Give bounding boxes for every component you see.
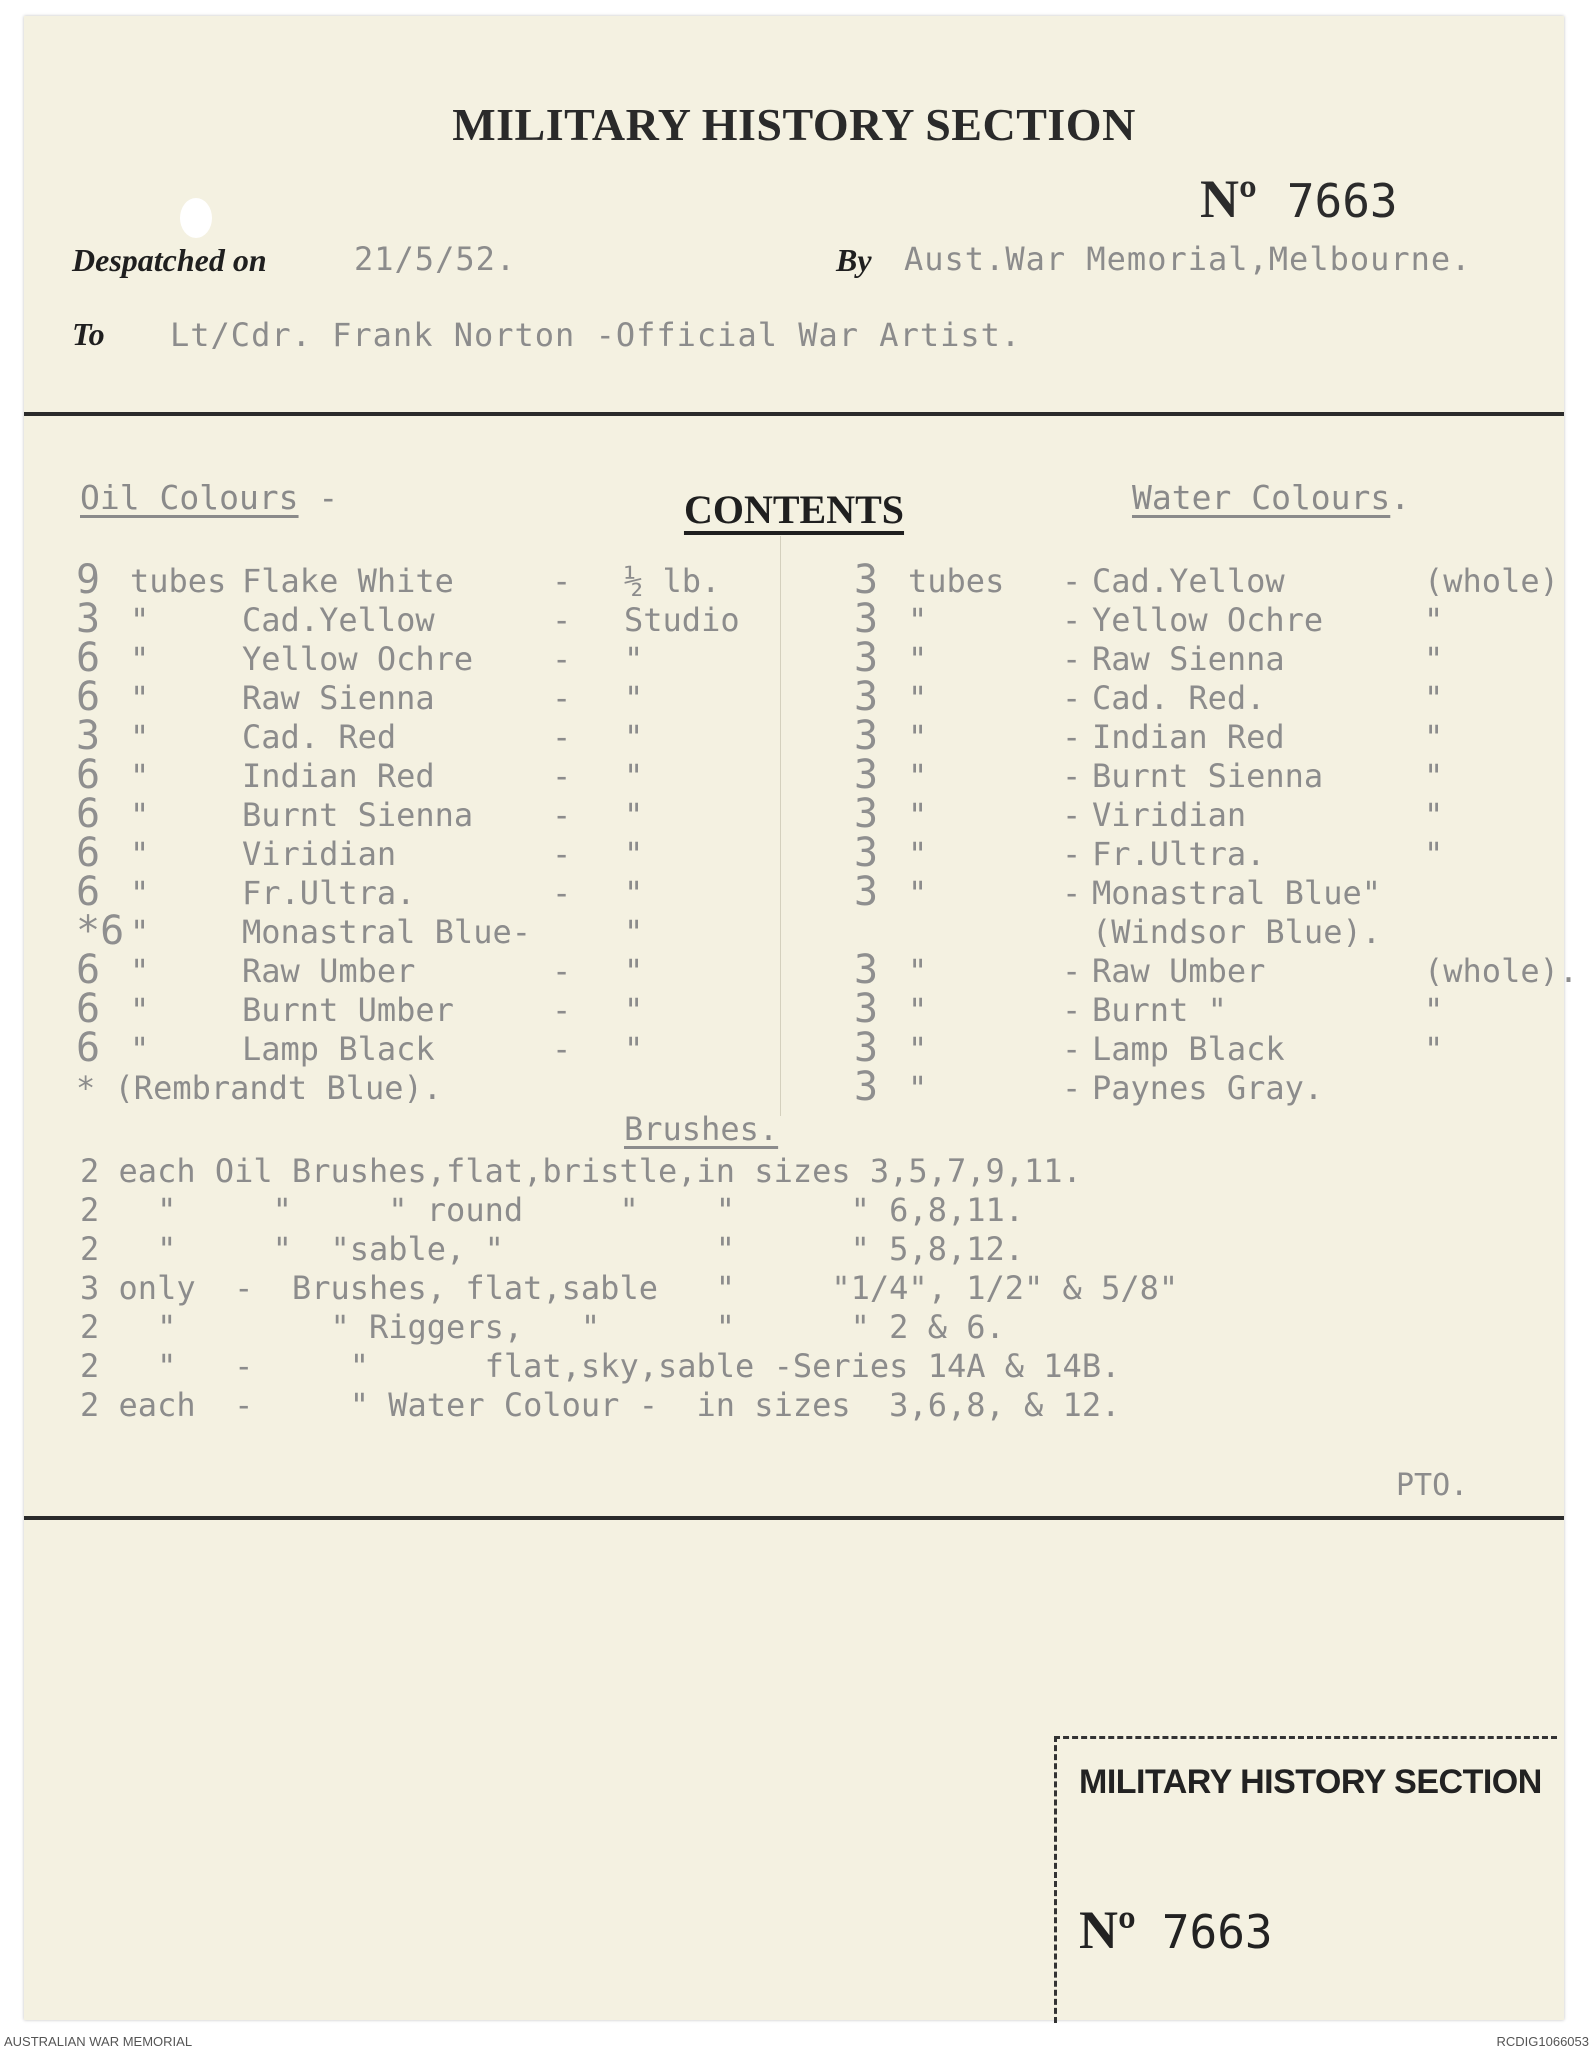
water-unit: "	[908, 991, 928, 1029]
water-qty: 3	[854, 869, 879, 915]
brushes-heading: Brushes.	[624, 1110, 779, 1148]
oil-qty: 6	[76, 869, 101, 915]
water-dash: -	[1062, 757, 1082, 795]
water-colour-name: Raw Umber	[1092, 952, 1266, 990]
oil-colour-name: Fr.Ultra.	[242, 874, 416, 912]
oil-unit: "	[130, 718, 150, 756]
contents-row	[24, 674, 1564, 720]
contents-row	[24, 1064, 1564, 1110]
water-detail: "	[1424, 1030, 1444, 1068]
water-colour-name: Raw Sienna	[1092, 640, 1285, 678]
oil-colour-name: Raw Umber	[242, 952, 416, 990]
water-colours-heading-suffix: .	[1390, 478, 1411, 517]
contents-row	[24, 791, 1564, 837]
water-colour-name: Fr.Ultra.	[1092, 835, 1266, 873]
water-dash: -	[1062, 1069, 1082, 1107]
stamp-number-value: 7663	[1161, 1905, 1273, 1959]
oil-qty: 6	[76, 635, 101, 681]
oil-colour-name: Burnt Sienna	[242, 796, 474, 834]
oil-size: "	[624, 757, 644, 795]
to-value: Lt/Cdr. Frank Norton -Official War Artist.	[170, 316, 1022, 354]
oil-size: "	[624, 640, 644, 678]
oil-unit: "	[130, 952, 150, 990]
oil-qty: *6	[76, 908, 125, 954]
water-dash: -	[1062, 601, 1082, 639]
water-dash: -	[1062, 718, 1082, 756]
despatched-value: 21/5/52.	[354, 240, 517, 278]
water-dash: -	[1062, 991, 1082, 1029]
oil-unit: "	[130, 835, 150, 873]
water-colour-name: Cad.Yellow	[1092, 562, 1285, 600]
number-value: 7663	[1286, 174, 1398, 228]
water-detail: "	[1424, 796, 1444, 834]
contents-row	[24, 830, 1564, 876]
brush-line: 2 " " " round " " " 6,8,11.	[80, 1191, 1025, 1229]
water-unit: tubes	[908, 562, 1005, 600]
water-unit: "	[908, 874, 928, 912]
water-colour-name: Indian Red	[1092, 718, 1285, 756]
contents-row	[24, 986, 1564, 1032]
brush-line: 2 " " Riggers, " " " 2 & 6.	[80, 1308, 1005, 1346]
oil-dash: -	[552, 796, 572, 834]
water-colours-heading	[1132, 478, 1410, 517]
oil-size: "	[624, 1030, 644, 1068]
despatched-label: Despatched on	[72, 242, 267, 278]
water-unit: "	[908, 835, 928, 873]
water-qty: 3	[854, 635, 879, 681]
water-qty: 3	[854, 791, 879, 837]
oil-colour-name: Monastral Blue-	[242, 913, 531, 951]
water-colour-name: Lamp Black	[1092, 1030, 1285, 1068]
oil-unit: "	[130, 913, 150, 951]
oil-qty: 9	[76, 557, 101, 603]
water-unit: "	[908, 796, 928, 834]
water-detail: (whole)	[1424, 562, 1559, 600]
pto-note: PTO.	[1396, 1468, 1469, 1503]
brush-line: 2 " " "sable, " " " 5,8,12.	[80, 1230, 1025, 1268]
water-unit: "	[908, 718, 928, 756]
document-sheet	[24, 16, 1579, 2020]
oil-unit: "	[130, 640, 150, 678]
brush-line: 3 only - Brushes, flat,sable " "1/4", 1/2" & 5/8"	[80, 1269, 1179, 1307]
oil-colour-name: Flake White	[242, 562, 454, 600]
contents-row	[24, 1025, 1564, 1071]
water-dash: -	[1062, 679, 1082, 717]
oil-dash: -	[552, 835, 572, 873]
oil-dash: -	[552, 952, 572, 990]
stamp-number-mark: Nº	[1079, 1900, 1136, 1960]
oil-unit: tubes	[130, 562, 227, 600]
contents-row	[24, 596, 1564, 642]
water-unit: "	[908, 1069, 928, 1107]
document-title: MILITARY HISTORY SECTION	[452, 99, 1136, 150]
oil-colour-name: Viridian	[242, 835, 397, 873]
oil-colour-name: Raw Sienna	[242, 679, 435, 717]
water-qty: 3	[854, 947, 879, 993]
water-colour-name: Paynes Gray.	[1092, 1069, 1324, 1107]
oil-dash: -	[552, 718, 572, 756]
water-qty: 3	[854, 596, 879, 642]
contents-row	[24, 947, 1579, 993]
water-dash: -	[1062, 835, 1082, 873]
oil-colour-name: Yellow Ochre	[242, 640, 474, 678]
oil-dash: -	[552, 640, 572, 678]
oil-size: "	[624, 718, 644, 756]
oil-size: "	[624, 952, 644, 990]
water-colour-name: Cad. Red.	[1092, 679, 1266, 717]
oil-colours-heading-suffix: -	[298, 478, 339, 517]
water-unit: "	[908, 601, 928, 639]
water-colour-name: Burnt Sienna	[1092, 757, 1324, 795]
water-detail: "	[1424, 991, 1444, 1029]
oil-unit: "	[130, 757, 150, 795]
contents-row	[24, 869, 1564, 915]
oil-size: "	[624, 679, 644, 717]
water-colour-name: Viridian	[1092, 796, 1247, 834]
oil-qty: 6	[76, 791, 101, 837]
water-dash: -	[1062, 640, 1082, 678]
water-dash: -	[1062, 952, 1082, 990]
oil-qty: 6	[76, 830, 101, 876]
top-divider	[24, 412, 1564, 416]
contents-row	[24, 713, 1564, 759]
oil-dash: -	[552, 562, 572, 600]
punch-hole	[180, 198, 212, 238]
water-qty: 3	[854, 713, 879, 759]
oil-colour-name: Cad.Yellow	[242, 601, 435, 639]
oil-colour-name: Cad. Red	[242, 718, 397, 756]
water-detail: (whole).	[1424, 952, 1579, 990]
serial-number	[1200, 168, 1398, 230]
number-mark: Nº	[1200, 169, 1257, 229]
contents-row	[24, 752, 1564, 798]
oil-qty: 3	[76, 713, 101, 759]
oil-colour-name: Burnt Umber	[242, 991, 454, 1029]
footer-right: RCDIG1066053	[1496, 2034, 1589, 2049]
by-label: By	[836, 242, 872, 278]
oil-dash: -	[552, 991, 572, 1029]
water-dash: -	[1062, 1030, 1082, 1068]
water-unit: "	[908, 757, 928, 795]
contents-row	[24, 557, 1564, 603]
oil-qty: 6	[76, 752, 101, 798]
oil-qty: 6	[76, 947, 101, 993]
stamp-box	[1054, 1736, 1557, 2023]
oil-size: "	[624, 835, 644, 873]
contents-row	[24, 635, 1564, 681]
water-detail: "	[1424, 601, 1444, 639]
oil-unit: "	[130, 991, 150, 1029]
oil-unit: "	[130, 874, 150, 912]
water-colour-name: Monastral Blue"	[1092, 874, 1381, 912]
oil-dash: -	[552, 1030, 572, 1068]
oil-unit: "	[130, 1030, 150, 1068]
brush-line: 2 each Oil Brushes,flat,bristle,in sizes 3,5,7,9,11.	[80, 1152, 1082, 1190]
oil-qty: 3	[76, 596, 101, 642]
water-qty: 3	[854, 1025, 879, 1071]
water-colour-name: Burnt "	[1092, 991, 1227, 1029]
water-colour-name: Yellow Ochre	[1092, 601, 1324, 639]
oil-unit: "	[130, 796, 150, 834]
oil-size: ½ lb.	[624, 562, 721, 600]
water-unit: "	[908, 679, 928, 717]
water-detail: "	[1424, 757, 1444, 795]
water-detail: "	[1424, 679, 1444, 717]
oil-unit: "	[130, 601, 150, 639]
brush-line: 2 each - " Water Colour - in sizes 3,6,8, & 12.	[80, 1386, 1121, 1424]
footer-left: AUSTRALIAN WAR MEMORIAL	[4, 2034, 193, 2049]
oil-qty: 6	[76, 986, 101, 1032]
oil-unit: "	[130, 679, 150, 717]
water-dash: -	[1062, 874, 1082, 912]
oil-size: "	[624, 796, 644, 834]
oil-qty: 6	[76, 1025, 101, 1071]
water-colours-heading-text: Water Colours	[1132, 478, 1391, 517]
water-detail: "	[1424, 640, 1444, 678]
water-qty: 3	[854, 1064, 879, 1110]
to-label: To	[72, 316, 105, 352]
water-unit: "	[908, 1030, 928, 1068]
water-qty: 3	[854, 830, 879, 876]
oil-dash: -	[552, 601, 572, 639]
oil-colour-name: Lamp Black	[242, 1030, 435, 1068]
water-qty: 3	[854, 752, 879, 798]
water-unit: "	[908, 952, 928, 990]
oil-dash: -	[552, 757, 572, 795]
water-detail: "	[1424, 835, 1444, 873]
water-unit: "	[908, 640, 928, 678]
oil-dash: -	[552, 679, 572, 717]
water-dash: -	[1062, 562, 1082, 600]
bottom-divider	[24, 1516, 1564, 1520]
oil-colour-name: Indian Red	[242, 757, 435, 795]
oil-size: "	[624, 991, 644, 1029]
contents-heading: CONTENTS	[683, 487, 905, 532]
brush-line: 2 " - " flat,sky,sable -Series 14A & 14B.	[80, 1347, 1121, 1385]
water-qty: 3	[854, 674, 879, 720]
oil-size: Studio	[624, 601, 740, 639]
stamp-title: MILITARY HISTORY SECTION	[1079, 1763, 1542, 1801]
oil-size: "	[624, 874, 644, 912]
water-dash: -	[1062, 796, 1082, 834]
oil-qty: 6	[76, 674, 101, 720]
oil-dash: -	[552, 874, 572, 912]
stamp-number	[1079, 1899, 1273, 1961]
water-qty: 3	[854, 557, 879, 603]
contents-row	[24, 908, 1564, 954]
water-colour-name: (Windsor Blue).	[1092, 913, 1381, 951]
oil-size: "	[624, 913, 644, 951]
water-detail: "	[1424, 718, 1444, 756]
by-value: Aust.War Memorial,Melbourne.	[904, 240, 1472, 278]
oil-qty: * (Rembrandt Blue).	[76, 1069, 443, 1107]
oil-colours-heading-text: Oil Colours	[80, 478, 299, 517]
water-qty: 3	[854, 986, 879, 1032]
